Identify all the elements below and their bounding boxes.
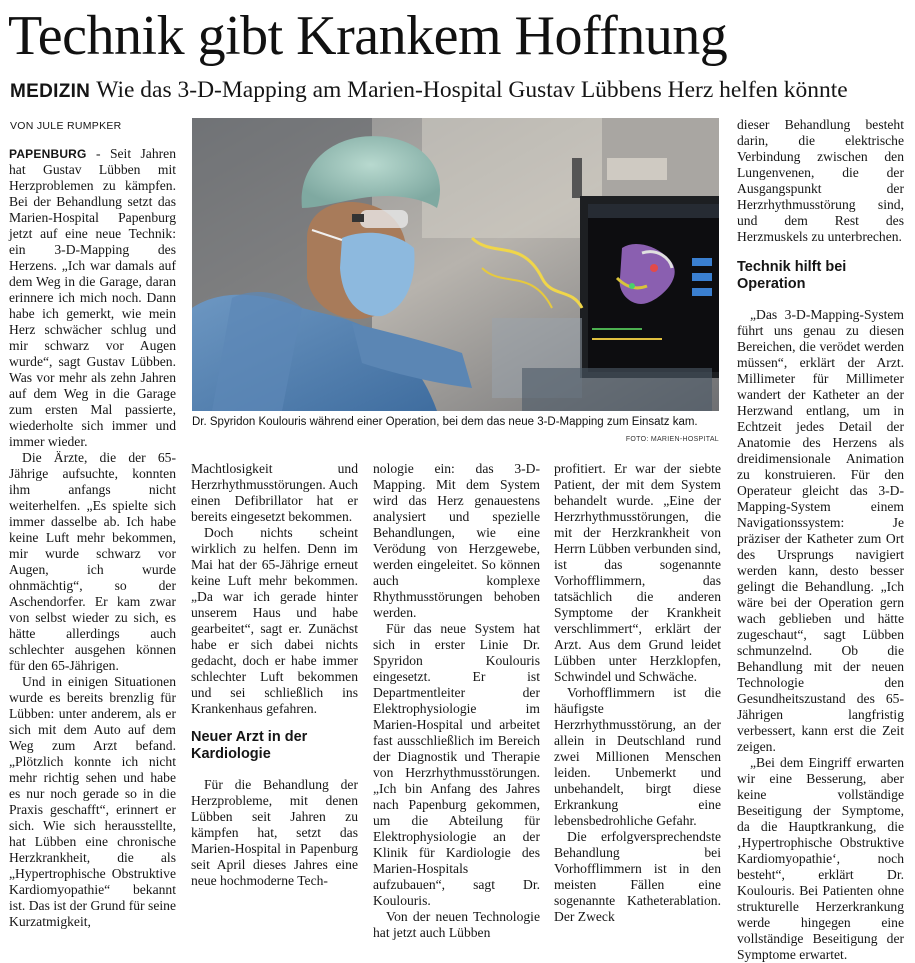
article-column-3 <box>373 461 540 940</box>
body-paragraph: „Das 3-D-Mapping-System führt uns genau zu diesen Bereichen, die verödet werden müssen“, erklärt der Arzt. Millimeter für Millimeter wandert der Katheter an der Herzwand entlang, um in Echtzeit jedes Detail der Anatomie des Herzens als dreidimensionale Animation zu konstruieren. Für den Operateur gleicht das 3-D-Mapping-System einem Navigationssystem: Je präziser der Katheter zum Ort des Ursprungs navigiert werden kann, desto besser gelingt die Behandlung. „Ich wäre bei der Operation gern wach geblieben und hätte zugeschaut“, sagt Lübben schmunzelnd. Ob die Behandlung mit der neuen Technologie den Gesundheitszustand des 65-Jährigen langfristig verbessert, kann erst die Zeit zeigen. <box>737 307 904 754</box>
operating-room-photo <box>192 118 719 411</box>
article-column-2 <box>191 461 358 888</box>
body-paragraph: Doch nichts scheint wirklich zu helfen. Denn im Mai hat der 65-Jährige erneut keine Luft mehr bekommen. „Da war ich gerade hinter unserem Haus und habe gearbeitet“, sagt er. Zunächst habe er sich dabei nichts gedacht, doch er habe immer schlechter Luft bekommen und sei schließlich ins Krankenhaus gefahren. <box>191 525 358 716</box>
article-column-5 <box>737 117 904 962</box>
article-photo <box>192 118 719 411</box>
article-column-4 <box>554 461 721 924</box>
byline: VON JULE RUMPKER <box>10 120 122 132</box>
dateline: PAPENBURG <box>9 147 87 161</box>
headline: Technik gibt Krankem Hoffnung <box>8 5 728 67</box>
lead-paragraph <box>9 146 176 450</box>
lead-text: - Seit Jahren hat Gustav Lübben mit Herzproblemen zu kämpfen. Bei der Behandlung setzt das Marien-Hospital Papenburg jetzt auf eine neue Technik: ein 3-D-Mapping des Herzens. „Ich war damals auf dem Weg in die Garage, daran erinnere ich mich noch. Dann habe ich gemerkt, wie mein Herz schwächer schlug und mir schwarz vor Augen wurde“, sagt Gustav Lübben. Was vor mehr als zehn Jahren auf dem Weg in die Garage zum ersten Mal passierte, wiederholte sich immer und immer wieder. <box>9 146 176 449</box>
article-column-1 <box>9 146 176 929</box>
photo-caption: Dr. Spyridon Koulouris während einer Operation, bei dem das neue 3-D-Mapping zum Einsatz kam. <box>192 416 698 428</box>
subheadline <box>10 76 910 106</box>
photo-credit: FOTO: MARIEN-HOSPITAL <box>625 436 719 443</box>
body-paragraph: Die Ärzte, die der 65-Jährige aufsuchte, konnten ihm anfangs nicht weiterhelfen. „Es spielte sich immer dasselbe ab. Ich habe keine Luft mehr bekommen, mir wurde schwarz vor Augen, ich wurde ohnmächtig“, so der Aschendorfer. Er kam zwar von selbst wieder zu sich, es hätte allerdings auch schlechter ausgehen können für den 65-Jährigen. <box>9 450 176 673</box>
body-paragraph: Vorhofflimmern ist die häufigste Herzrhythmusstörung, an der allein in Deutschland rund zwei Millionen Menschen leiden. Unbemerkt und unbehandelt, birgt diese Erkrankung eine lebensbedrohliche Gefahr. <box>554 685 721 828</box>
body-paragraph: Für die Behandlung der Herzprobleme, mit denen Lübben seit Jahren zu kämpfen hat, setzt das Marien-Hospital in Papenburg seit April dieses Jahres eine neue hochmoderne Tech- <box>191 777 358 888</box>
body-paragraph: dieser Behandlung besteht darin, die elektrische Verbindung zwischen den Lungenvenen, die der Ausgangspunkt der Herzrhythmusstörung sind, und dem Rest des Herzmuskels zu unterbrechen. <box>737 117 904 244</box>
body-paragraph: Machtlosigkeit und Herzrhythmusstörungen. Auch einen Defibrillator hat er bereits eingesetzt bekommen. <box>191 461 358 524</box>
subheadline-text: Wie das 3-D-Mapping am Marien-Hospital Gustav Lübbens Herz helfen könnte <box>96 77 848 103</box>
body-paragraph: „Bei dem Eingriff erwarten wir eine Besserung, aber keine vollständige Beseitigung der Symptome, da die Hauptkrankung, die ‚Hypertrophische Obstruktive Kardiomyopathie‘, noch besteht“, erklärt Dr. Koulouris. Bei Patienten ohne strukturelle Herzerkrankung werde hingegen eine vollständige Beseitigung der Symptome erwartet. <box>737 755 904 962</box>
body-paragraph: Von der neuen Technologie hat jetzt auch Lübben <box>373 909 540 940</box>
body-paragraph: profitiert. Er war der siebte Patient, der mit dem System behandelt wurde. „Eine der Herzrhythmusstörungen, die mit der Herzkrankheit von Herrn Lübben verbunden sind, ist das sogenannte Vorhofflimmern, das tatsächlich die anderen Symptome der Krankheit verschlimmert“, erklärt der Arzt. Aus dem Grund leidet Lübben unter Herzklopfen, Schwindel und Schwäche. <box>554 461 721 684</box>
rubric-label: MEDIZIN <box>10 81 91 102</box>
body-paragraph: Die erfolgversprechendste Behandlung bei Vorhofflimmern ist in den meisten Fällen eine sogenannte Katheterablation. Der Zweck <box>554 829 721 924</box>
body-paragraph: Und in einigen Situationen wurde es bereits brenzlig für Lübben: unter anderem, als er sich mit dem Auto auf dem Weg zum Arzt befand. „Plötzlich konnte ich nicht mehr richtig sehen und habe es nur noch gerade so in die Praxis geschafft“, erinnert er sich. Wie sich herausstellte, hat Lübben eine chronische Herzkrankheit, die als „Hypertrophische Obstruktive Kardiomyopathie“ bekannt ist. Das ist der Grund für seine Kurzatmigkeit, <box>9 674 176 929</box>
section-heading: Neuer Arzt in der Kardiologie <box>191 729 308 762</box>
section-heading: Technik hilft bei Operation <box>737 259 847 292</box>
body-paragraph: nologie ein: das 3-D-Mapping. Mit dem System wird das Herz genauestens analysiert und spezielle Behandlungen, wie eine Verödung von Herzgewebe, werden eingeleitet. So können auch komplexe Rhythmusstörungen behoben werden. <box>373 461 540 620</box>
body-paragraph: Für das neue System hat sich in erster Linie Dr. Spyridon Koulouris eingesetzt. Er ist Departmentleiter der Elektrophysiologie im Marien-Hospital und arbeitet fast ausschließlich im Bereich der Diagnostik und Therapie von Herzrhythmusstörungen. „Ich bin Anfang des Jahres nach Papenburg gekommen, um die Abteilung für Elektrophysiologie an der Klinik für Kardiologie des Marien-Hospitals aufzubauen“, sagt Dr. Koulouris. <box>373 621 540 908</box>
